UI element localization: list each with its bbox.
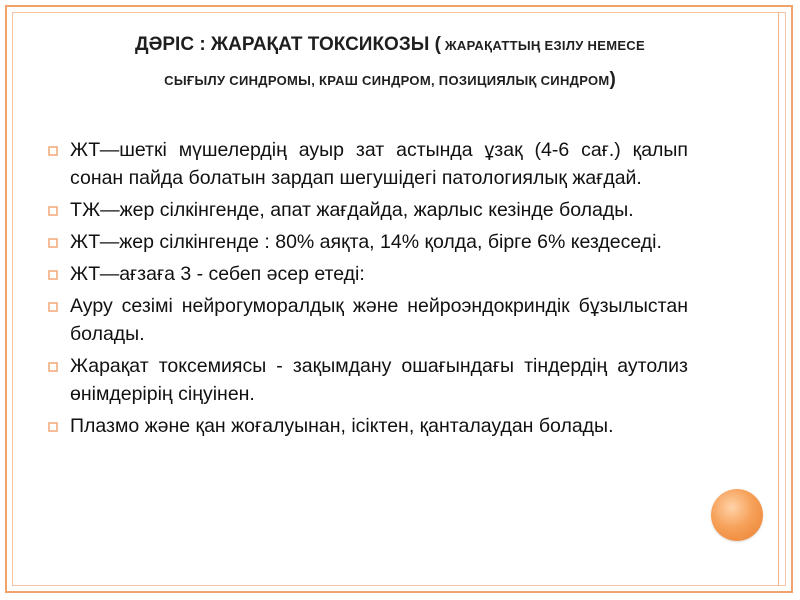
square-bullet-icon (48, 302, 58, 312)
list-item-text: ЖТ—жер сілкінгенде : 80% аяқта, 14% қолда, бірге 6% кездеседі. (70, 231, 662, 253)
title-main: ДӘРІС : ЖАРАҚАТ ТОКСИКОЗЫ ( (135, 34, 441, 55)
bullet-list (48, 136, 688, 444)
list-item (48, 292, 688, 348)
list-item (48, 196, 688, 224)
list-item (48, 412, 688, 440)
slide-title-line-2 (40, 63, 740, 98)
list-item-text: ЖТ—шеткі мүшелердің ауыр зат астында ұзақ (4-6 сағ.) қалып сонан пайда болатын зардап шегушідегі патологиялық жағдай. (70, 139, 688, 189)
list-item (48, 136, 688, 192)
slide-title-line-1 (40, 28, 740, 63)
square-bullet-icon (48, 270, 58, 280)
square-bullet-icon (48, 362, 58, 372)
list-item-text: ЖТ—ағзаға 3 - себеп әсер етеді: (70, 263, 365, 285)
square-bullet-icon (48, 238, 58, 248)
list-item-text: Ауру сезімі нейрогуморалдық және нейроэндокриндік бұзылыстан болады. (70, 295, 688, 345)
square-bullet-icon (48, 422, 58, 432)
list-item (48, 260, 688, 288)
list-item (48, 352, 688, 408)
list-item-text: ТЖ—жер сілкінгенде, апат жағдайда, жарлыс кезінде болады. (70, 199, 634, 221)
list-item-text: Плазмо және қан жоғалуынан, ісіктен, қанталаудан болады. (70, 415, 614, 437)
square-bullet-icon (48, 146, 58, 156)
square-bullet-icon (48, 206, 58, 216)
list-item-text: Жарақат токсемиясы - зақымдану ошағындағы тіндердің аутолиз өнімдерірің сіңуінен. (70, 355, 688, 405)
slide-right-rule (778, 12, 779, 586)
title-subtitle-part: ЖАРАҚАТТЫҢ ЕЗІЛУ НЕМЕСЕ (440, 38, 645, 53)
title-subtitle-line: СЫҒЫЛУ СИНДРОМЫ, КРАШ СИНДРОМ, ПОЗИЦИЯЛЫҚ СИНДРОМ (164, 73, 610, 88)
decorative-orange-circle (711, 489, 763, 541)
title-close-paren: ) (609, 69, 616, 90)
list-item (48, 228, 688, 256)
slide-title (40, 28, 740, 98)
